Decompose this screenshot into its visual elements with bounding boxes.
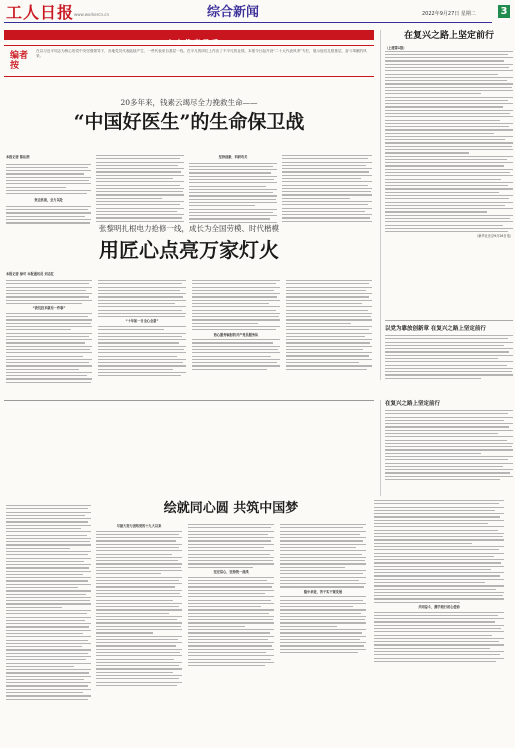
- story1-subhead-1: 身边抗战，全力以赴: [34, 198, 63, 203]
- right-column-signoff: （新华社北京9月26日电）: [475, 234, 513, 239]
- right-column: [380, 30, 513, 380]
- story2-kicker-text: 张黎明扎根电力抢修一线，成长为全国劳模、时代楷模: [99, 224, 279, 233]
- site-url: www.workercn.cn: [74, 12, 110, 17]
- story1-header: [4, 98, 374, 148]
- right-column-title: 在复兴之路上坚定前行: [403, 31, 494, 41]
- right-column-lead: （上接第1版）: [385, 46, 407, 50]
- story2-subhead-2: “十年如一日全心全意”: [125, 319, 159, 324]
- editor-note-label: 编者按: [10, 51, 29, 71]
- right-column-title-3: 在复兴之路上坚定前行: [385, 401, 441, 407]
- story-divider: [4, 400, 374, 401]
- page-number-badge: [498, 5, 510, 18]
- bottom-subhead-2: 坚定信心，坚持统一战线: [213, 569, 249, 574]
- bottom-subhead-3: 稳中求进，苦干实干谋发展: [303, 589, 343, 594]
- story2-headline: 用匠心点亮万家灯火: [99, 238, 279, 262]
- right-column-title-2: 以党为靠放创新章 在复兴之路上坚定前行: [385, 326, 486, 332]
- bottom-left-col: [6, 505, 91, 741]
- story1-headline: “中国好医生”的生命保卫战: [73, 111, 305, 133]
- section-name: 综合新闻: [207, 5, 260, 20]
- page-number: 3: [500, 6, 508, 17]
- bottom-subhead-1: 尽最大努力团结党的十九大以来: [116, 524, 162, 528]
- section-banner: [4, 30, 374, 47]
- story2-section: [4, 224, 374, 396]
- masthead-rule: [4, 22, 492, 23]
- story1-byline: 本报记者 陈沁洒: [6, 155, 30, 159]
- editor-note: [4, 45, 374, 77]
- story1-kicker: 20多年来，钱素云竭尽全力挽救生命——: [120, 98, 258, 107]
- story2-subhead-1: “我们技术就有一件事”: [32, 306, 66, 311]
- story2-byline: 本报记者 徐可 本报通讯员 刘志红: [6, 272, 54, 276]
- banner-title: 二十大代表风采: [157, 39, 221, 47]
- right-mid-block: [380, 400, 513, 496]
- bottom-subhead-4: 共同奋斗，携手践行初心使命: [418, 605, 460, 609]
- issue-date: 2022年9月27日 星期二: [422, 11, 476, 17]
- story2-subhead-3: 热心服务辐射的共产党员服务队: [213, 332, 259, 337]
- story1-subhead-2: 坚持创新，科研攻关: [218, 155, 248, 159]
- bottom-headline: 绘就同心圆 共筑中国梦: [163, 501, 299, 516]
- masthead: [4, 4, 511, 26]
- bottom-story: [96, 500, 508, 742]
- editor-note-text: 在以习近平同志为核心的党中央坚强领导下，各地党员代表陆续产生，一些代表来自基层一线，在平凡的岗位上作出了不平凡的业绩。本报今日起开设“二十大代表风采”专栏，展示他们扎根基层、奋斗奉献的风采。: [36, 49, 367, 58]
- newspaper-logo: 工人日报: [6, 3, 75, 22]
